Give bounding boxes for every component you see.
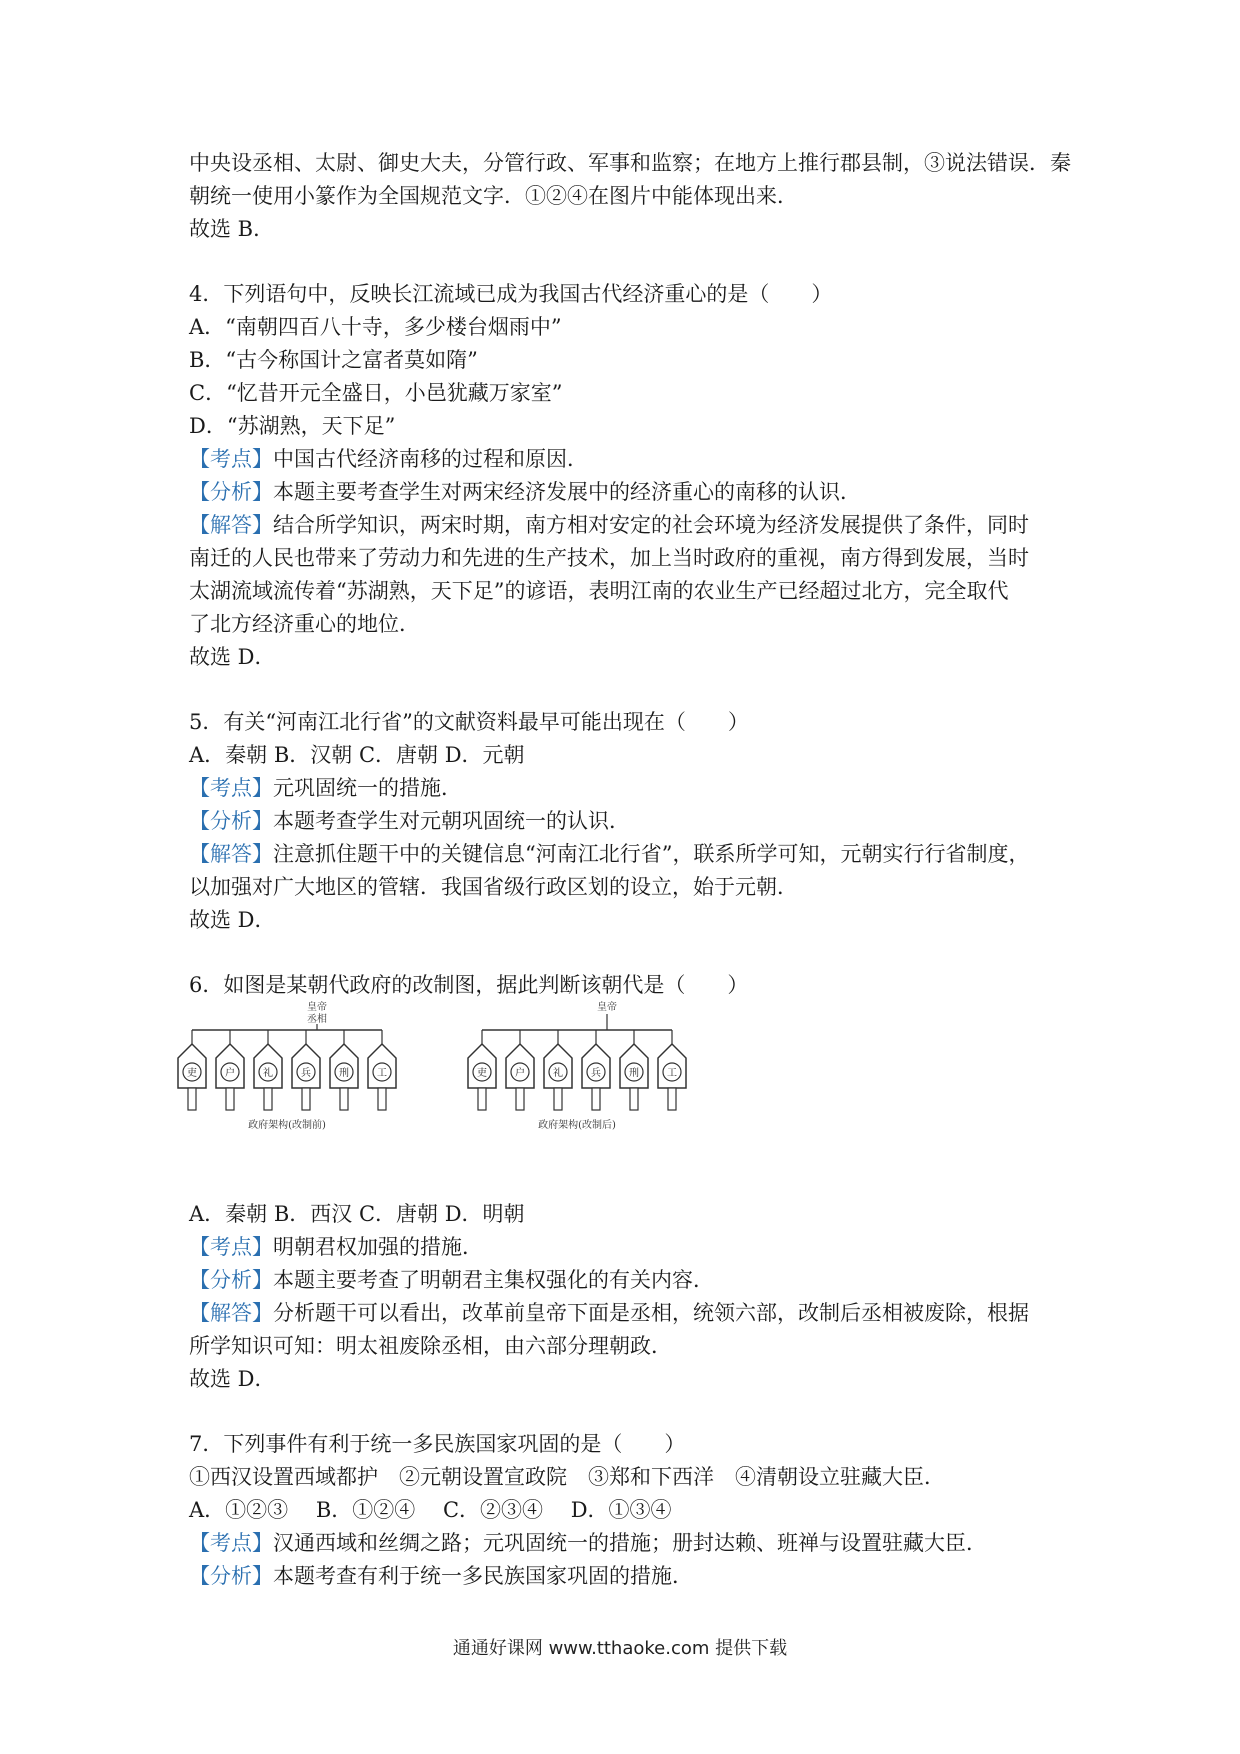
line-text: 故选 D． [189, 1367, 276, 1391]
text-line [189, 575, 1069, 607]
section-tag: 【分析】 [189, 1564, 273, 1588]
text-line [189, 838, 1069, 870]
section-tag: 【考点】 [189, 1235, 273, 1259]
text-line [189, 509, 1069, 541]
ministry-label: 吏 [187, 1068, 197, 1079]
page-footer: 通通好课网 www.tthaoke.com 提供下载 [452, 1638, 788, 1659]
text-line [189, 1560, 1069, 1592]
line-text: 汉通西域和丝绸之路；元巩固统一的措施；册封达赖、班禅与设置驻藏大臣． [273, 1531, 987, 1555]
text-line [189, 1264, 1069, 1296]
line-text: 本题考查有利于统一多民族国家巩固的措施． [273, 1564, 693, 1588]
ministry-label: 工 [667, 1068, 677, 1079]
line-text: 本题主要考查了明朝君主集权强化的有关内容． [273, 1268, 714, 1292]
diagram-caption: 政府架构(改制前) [248, 1120, 326, 1131]
line-text: C．“忆昔开元全盛日，小邑犹藏万家室” [189, 381, 563, 405]
ministry-label: 礼 [263, 1068, 273, 1079]
line-text: 本题主要考查学生对两宋经济发展中的经济重心的南移的认识． [273, 480, 861, 504]
ministry-node [368, 1030, 396, 1110]
diagram-top-label: 皇帝 [597, 1002, 617, 1013]
line-text: 以加强对广大地区的管辖．我国省级行政区划的设立，始于元朝． [189, 875, 798, 899]
government-reform-diagram [187, 1000, 770, 1160]
line-text: ①西汉设置西域都护 ②元朝设置宣政院 ③郑和下西洋 ④清朝设立驻藏大臣． [189, 1465, 945, 1489]
line-text: 7．下列事件有利于统一多民族国家巩固的是（ ） [189, 1432, 686, 1456]
section-tag: 【分析】 [189, 1268, 273, 1292]
line-text: 故选 B． [189, 217, 275, 241]
line-text: 明朝君权加强的措施． [273, 1235, 483, 1259]
line-text: 6．如图是某朝代政府的改制图，据此判断该朝代是（ ） [189, 973, 749, 997]
ministry-node [178, 1030, 206, 1110]
ministry-label: 刑 [339, 1068, 349, 1079]
text-line [189, 1461, 1069, 1493]
line-text: 结合所学知识，两宋时期，南方相对安定的社会环境为经济发展提供了条件，同时 [273, 513, 1029, 537]
diagram-top-label: 丞相 [307, 1014, 327, 1025]
ministry-label: 户 [515, 1068, 525, 1079]
text-line [189, 1363, 1069, 1395]
text-line [189, 410, 1069, 442]
text-line [189, 1297, 1069, 1329]
section-tag: 【考点】 [189, 776, 273, 800]
section-tag: 【解答】 [189, 842, 273, 866]
ministry-node [620, 1030, 648, 1110]
ministry-node [506, 1030, 534, 1110]
text-line [189, 739, 1069, 771]
ministry-label: 户 [225, 1068, 235, 1079]
section-tag: 【考点】 [189, 1531, 273, 1555]
text-line [189, 147, 1069, 179]
diagram-caption: 政府架构(改制后) [538, 1120, 616, 1131]
text-line [189, 377, 1069, 409]
ministry-node [330, 1030, 358, 1110]
text-line [189, 1198, 1069, 1230]
ministry-label: 吏 [477, 1068, 487, 1079]
line-text: 故选 D． [189, 908, 276, 932]
text-line [189, 1330, 1069, 1362]
diagram-top-label: 皇帝 [307, 1002, 327, 1013]
line-text: 本题考查学生对元朝巩固统一的认识． [273, 809, 630, 833]
line-text: 中国古代经济南移的过程和原因． [273, 447, 588, 471]
text-line [189, 1428, 1069, 1460]
text-line [189, 1231, 1069, 1263]
text-line [189, 180, 1069, 212]
text-line [189, 1494, 1069, 1526]
text-line [189, 608, 1069, 640]
section-tag: 【解答】 [189, 513, 273, 537]
line-text: 5．有关“河南江北行省”的文献资料最早可能出现在（ ） [189, 710, 749, 734]
diagram-before-reform [178, 1000, 396, 1131]
ministry-node [216, 1030, 244, 1110]
text-line [189, 871, 1069, 903]
line-text: 南迁的人民也带来了劳动力和先进的生产技术，加上当时政府的重视，南方得到发展，当时 [189, 546, 1029, 570]
ministry-node [658, 1030, 686, 1110]
ministry-label: 兵 [301, 1068, 311, 1079]
ministry-node [468, 1030, 496, 1110]
text-line [189, 542, 1069, 574]
ministry-node [292, 1030, 320, 1110]
line-text: 所学知识可知：明太祖废除丞相，由六部分理朝政． [189, 1334, 672, 1358]
line-text: 了北方经济重心的地位． [189, 612, 420, 636]
ministry-label: 兵 [591, 1068, 601, 1079]
ministry-label: 工 [377, 1068, 387, 1079]
section-tag: 【分析】 [189, 480, 273, 504]
text-line [189, 344, 1069, 376]
line-text: 注意抓住题干中的关键信息“河南江北行省”，联系所学可知，元朝实行行省制度， [273, 842, 1030, 866]
text-line [189, 311, 1069, 343]
text-line [189, 904, 1069, 936]
section-tag: 【解答】 [189, 1301, 273, 1325]
line-text: D．“苏湖熟，天下足” [189, 414, 396, 438]
text-line [189, 443, 1069, 475]
ministry-node [254, 1030, 282, 1110]
text-line [189, 476, 1069, 508]
line-text: A．“南朝四百八十寺，多少楼台烟雨中” [189, 315, 562, 339]
diagram-after-reform [468, 1000, 686, 1131]
line-text: 4．下列语句中，反映长江流域已成为我国古代经济重心的是（ ） [189, 282, 833, 306]
line-text: 分析题干可以看出，改革前皇帝下面是丞相，统领六部，改制后丞相被废除，根据 [273, 1301, 1029, 1325]
text-line [189, 278, 1069, 310]
line-text: B．“古今称国计之富者莫如隋” [189, 348, 478, 372]
text-line [189, 706, 1069, 738]
line-text: A．秦朝 B．汉朝 C．唐朝 D．元朝 [189, 743, 525, 767]
text-line [189, 969, 1069, 1001]
text-line [189, 641, 1069, 673]
text-line [189, 805, 1069, 837]
section-tag: 【考点】 [189, 447, 273, 471]
line-text: 太湖流域流传着“苏湖熟，天下足”的谚语，表明江南的农业生产已经超过北方，完全取代 [189, 579, 1009, 603]
line-text: 朝统一使用小篆作为全国规范文字．①②④在图片中能体现出来． [189, 184, 798, 208]
ministry-node [582, 1030, 610, 1110]
line-text: A．①②③ B．①②④ C．②③④ D．①③④ [189, 1498, 672, 1522]
line-text: 故选 D． [189, 645, 276, 669]
text-line [189, 1527, 1069, 1559]
ministry-label: 礼 [553, 1068, 563, 1079]
line-text: 元巩固统一的措施． [273, 776, 462, 800]
line-text: 中央设丞相、太尉、御史大夫，分管行政、军事和监察；在地方上推行郡县制，③说法错误．秦 [189, 151, 1071, 175]
ministry-label: 刑 [629, 1068, 639, 1079]
text-line [189, 213, 1069, 245]
line-text: A．秦朝 B．西汉 C．唐朝 D．明朝 [189, 1202, 525, 1226]
text-line [189, 772, 1069, 804]
section-tag: 【分析】 [189, 809, 273, 833]
ministry-node [544, 1030, 572, 1110]
